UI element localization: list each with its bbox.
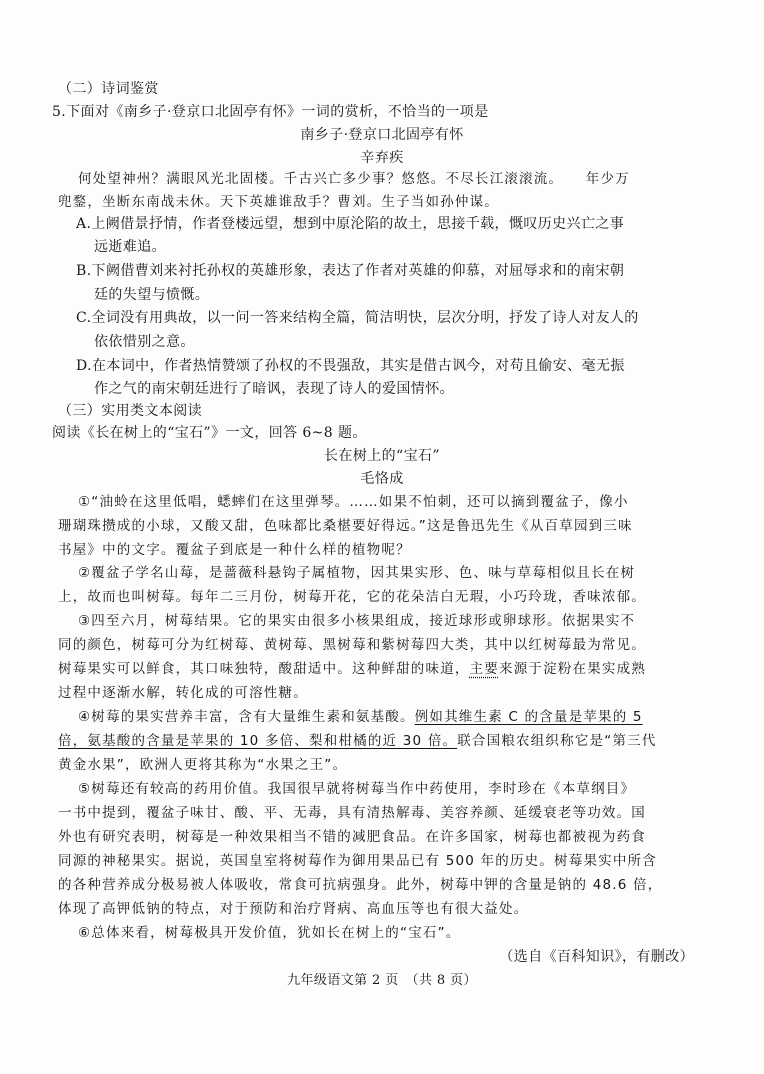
paragraph-3-line-3-end: 来源于淀粉在果实成熟 bbox=[499, 661, 647, 677]
paragraph-3-line-4: 过程中逐渐水解，转化成的可溶性糖。 bbox=[58, 685, 308, 701]
paragraph-3-line-3-start: 树莓果实可以鲜食，其口味独特，酸甜适中。这种鲜甜的味道， bbox=[58, 661, 470, 677]
paragraph-5-line-4: 同源的神秘果实。据说，英国皇室将树莓作为御用果品已有 500 年的历史。树莓果实中所含 bbox=[58, 853, 657, 869]
paragraph-3-line-3 bbox=[58, 658, 646, 680]
section-heading-poetry: （二）诗词鉴赏 bbox=[58, 81, 159, 97]
paragraph-1-line-2: 珊瑚珠攒成的小球，又酸又甜，色味都比桑椹要好得远。”这是鲁迅先生《从百草园到三味 bbox=[58, 518, 633, 534]
paragraph-4-line-1 bbox=[78, 706, 643, 728]
paragraph-4-line-3: 黄金水果”，欧洲人更将其称为“水果之王”。 bbox=[58, 757, 348, 773]
paragraph-5-line-5: 的各种营养成分极易被人体吸收，常食可抗病强身。此外，树莓中钾的含量是钠的 48.6 倍， bbox=[58, 877, 663, 893]
poem-line-2: 兜鍪，坐断东南战未休。天下英雄谁敌手？曹刘。生子当如孙仲谋。 bbox=[58, 194, 499, 210]
underlined-sentence-part-2: 倍，氨基酸的含量是苹果的 10 多倍、梨和柑橘的近 30 倍。 bbox=[58, 733, 458, 749]
poem-title: 南乡子·登京口北固亭有怀 bbox=[300, 127, 464, 143]
paragraph-3-line-1: ③四至六月，树莓结果。它的果实由很多小核果组成，接近球形或卵球形。依据果实不 bbox=[78, 613, 636, 629]
option-b-line-1: B.下阙借曹刘来衬托孙权的英雄形象，表达了作者对英雄的仰慕，对屈辱求和的南宋朝 bbox=[76, 263, 625, 279]
paragraph-3-line-2: 同的颜色，树莓可分为红树莓、黄树莓、黑树莓和紫树莓四大类，其中以红树莓最为常见。 bbox=[58, 637, 646, 653]
option-a-line-1: A.上阙借景抒情，作者登楼远望，想到中原沦陷的故土，思接千载，慨叹历史兴亡之事 bbox=[76, 216, 625, 232]
paragraph-2-line-1: ②覆盆子学名山莓，是蔷薇科悬钩子属植物，因其果实形、色、味与草莓相似且长在树 bbox=[78, 565, 636, 581]
paragraph-4-line-2-end: 联合国粮农组织称它是“第三代 bbox=[457, 733, 657, 749]
paragraph-5-line-1: ⑤树莓还有较高的药用价值。我国很早就将树莓当作中药使用，李时珍在《本草纲目》 bbox=[78, 781, 636, 797]
option-b-line-2: 廷的失望与愤慨。 bbox=[94, 287, 210, 303]
paragraph-5-line-6: 体现了高钾低钠的特点，对于预防和治疗肾病、高血压等也有很大益处。 bbox=[58, 901, 529, 917]
reading-intro: 阅读《长在树上的“宝石”》一文，回答 6~8 题。 bbox=[52, 425, 367, 441]
paragraph-4-line-1-start: ④树莓的果实营养丰富，含有大量维生素和氨基酸。 bbox=[78, 709, 415, 725]
emphasis-dotted-word: 主要 bbox=[469, 661, 500, 677]
paragraph-4-line-2 bbox=[58, 730, 657, 752]
section-heading-practical: （三）实用类文本阅读 bbox=[58, 403, 202, 419]
option-c-line-2: 依依惜别之意。 bbox=[94, 334, 195, 350]
underlined-sentence-part-1: 例如其维生素 C 的含量是苹果的 5 bbox=[414, 709, 643, 725]
paragraph-1-line-1: ①“油蛉在这里低唱，蟋蟀们在这里弹琴。……如果不怕刺，还可以摘到覆盆子，像小 bbox=[78, 494, 629, 510]
poem-author: 辛弃疾 bbox=[360, 150, 404, 166]
option-c-line-1: C.全词没有用典故，以一问一答来结构全篇，简洁明快，层次分明，抒发了诗人对友人的 bbox=[76, 310, 639, 326]
article-source: （选自《百科知识》，有删改） bbox=[499, 949, 694, 965]
poem-line-1: 何处望神州？满眼风光北固楼。千古兴亡多少事？悠悠。不尽长江滚滚流。 年少万 bbox=[78, 171, 630, 187]
page-footer: 九年级语文第 2 页 （共 8 页） bbox=[287, 973, 477, 988]
article-title: 长在树上的“宝石” bbox=[324, 448, 440, 464]
option-d-line-2: 作之气的南宋朝廷进行了暗讽，表现了诗人的爱国情怀。 bbox=[94, 381, 454, 397]
paragraph-1-line-3: 书屋》中的文字。覆盆子到底是一种什么样的植物呢？ bbox=[58, 542, 411, 558]
option-a-line-2: 远逝难追。 bbox=[94, 239, 166, 255]
paragraph-6-line-1: ⑥总体来看，树莓极具开发价值，犹如长在树上的“宝石”。 bbox=[78, 925, 461, 941]
paragraph-2-line-2: 上，故而也叫树莓。每年二三月份，树莓开花，它的花朵洁白无瑕，小巧玲珑，香味浓郁。 bbox=[58, 589, 646, 605]
paragraph-5-line-2: 一书中提到，覆盆子味甘、酸、平、无毒，具有清热解毒、美容养颜、延缓衰老等功效。国 bbox=[58, 805, 646, 821]
question-5-stem: 5.下面对《南乡子·登京口北固亭有怀》一词的赏析，不恰当的一项是 bbox=[52, 104, 489, 120]
article-author: 毛恪成 bbox=[360, 471, 404, 487]
option-d-line-1: D.在本词中，作者热情赞颂了孙权的不畏强敌，其实是借古讽今，对苟且偷安、毫无振 bbox=[76, 358, 625, 374]
paragraph-5-line-3: 外也有研究表明，树莓是一种效果相当不错的减肥食品。在许多国家，树莓也都被视为药食 bbox=[58, 829, 646, 845]
